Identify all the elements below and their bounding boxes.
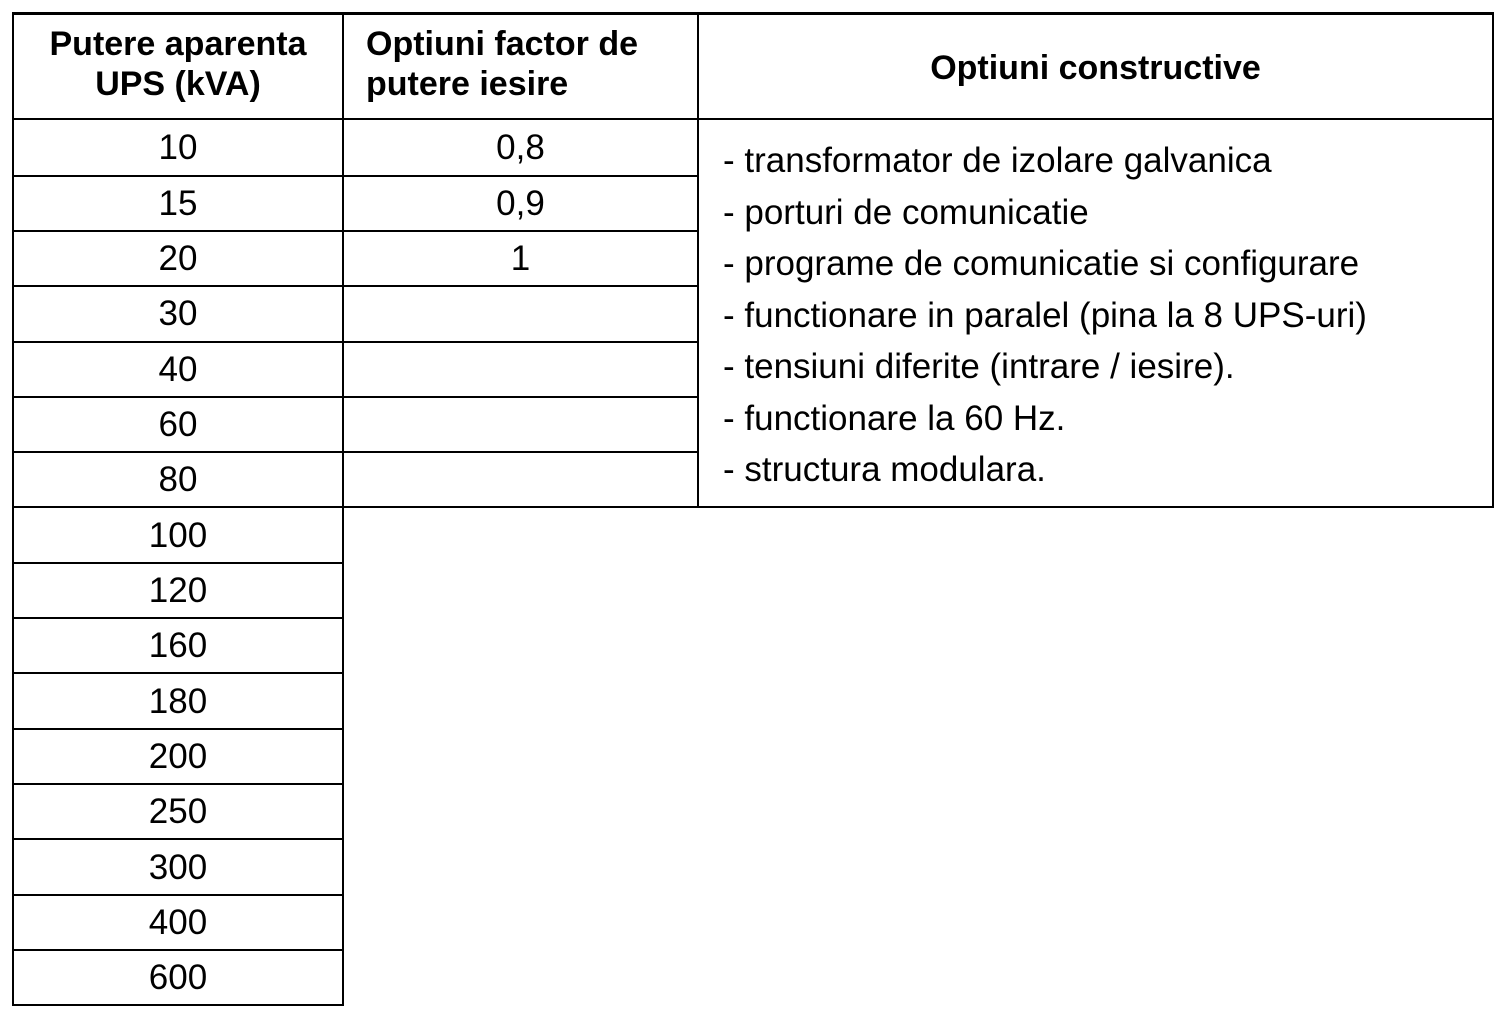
power-value: 30 xyxy=(158,294,198,333)
header-construction-options-label: Optiuni constructive xyxy=(930,49,1261,87)
list-item: - tensiuni diferite (intrare / iesire). xyxy=(723,347,1235,386)
power-value: 10 xyxy=(158,128,198,167)
header-power-factor xyxy=(366,24,696,104)
power-value: 180 xyxy=(148,682,208,721)
header-power xyxy=(14,24,342,104)
power-factor-value: 1 xyxy=(510,239,531,278)
header-power-line2: UPS (kVA) xyxy=(95,65,261,103)
list-item: - porturi de comunicatie xyxy=(723,192,1089,232)
power-value: 250 xyxy=(148,792,208,831)
list-item: - structura modulara. xyxy=(723,450,1046,489)
power-factor-value: 0,9 xyxy=(496,184,545,223)
list-item: - functionare in paralel (pina la 8 UPS-uri) xyxy=(723,295,1367,335)
power-value: 20 xyxy=(158,239,198,278)
power-value: 120 xyxy=(148,571,208,610)
power-value: 60 xyxy=(158,405,198,444)
list-item: - programe de comunicatie si configurare xyxy=(723,244,1360,283)
header-construction-options xyxy=(699,48,1492,88)
power-value: 15 xyxy=(158,184,198,223)
power-value: 400 xyxy=(148,903,208,942)
table-border-right xyxy=(1492,12,1494,508)
header-power-factor-line2: putere iesire xyxy=(366,65,569,103)
list-item: - functionare la 60 Hz. xyxy=(723,398,1066,438)
power-value: 600 xyxy=(148,958,208,997)
list-item: - transformator de izolare galvanica xyxy=(723,141,1272,180)
construction-options-list xyxy=(723,135,1488,496)
header-power-line1: Putere aparenta xyxy=(49,25,307,63)
power-value: 160 xyxy=(148,626,208,665)
header-power-factor-line1: Optiuni factor de xyxy=(366,25,638,63)
table-border-top xyxy=(12,12,1494,15)
power-value: 300 xyxy=(148,848,208,887)
power-value: 40 xyxy=(158,350,198,389)
power-value: 100 xyxy=(148,516,208,555)
power-factor-value: 0,8 xyxy=(496,128,545,167)
power-value: 80 xyxy=(158,460,198,499)
power-value: 200 xyxy=(148,737,208,776)
